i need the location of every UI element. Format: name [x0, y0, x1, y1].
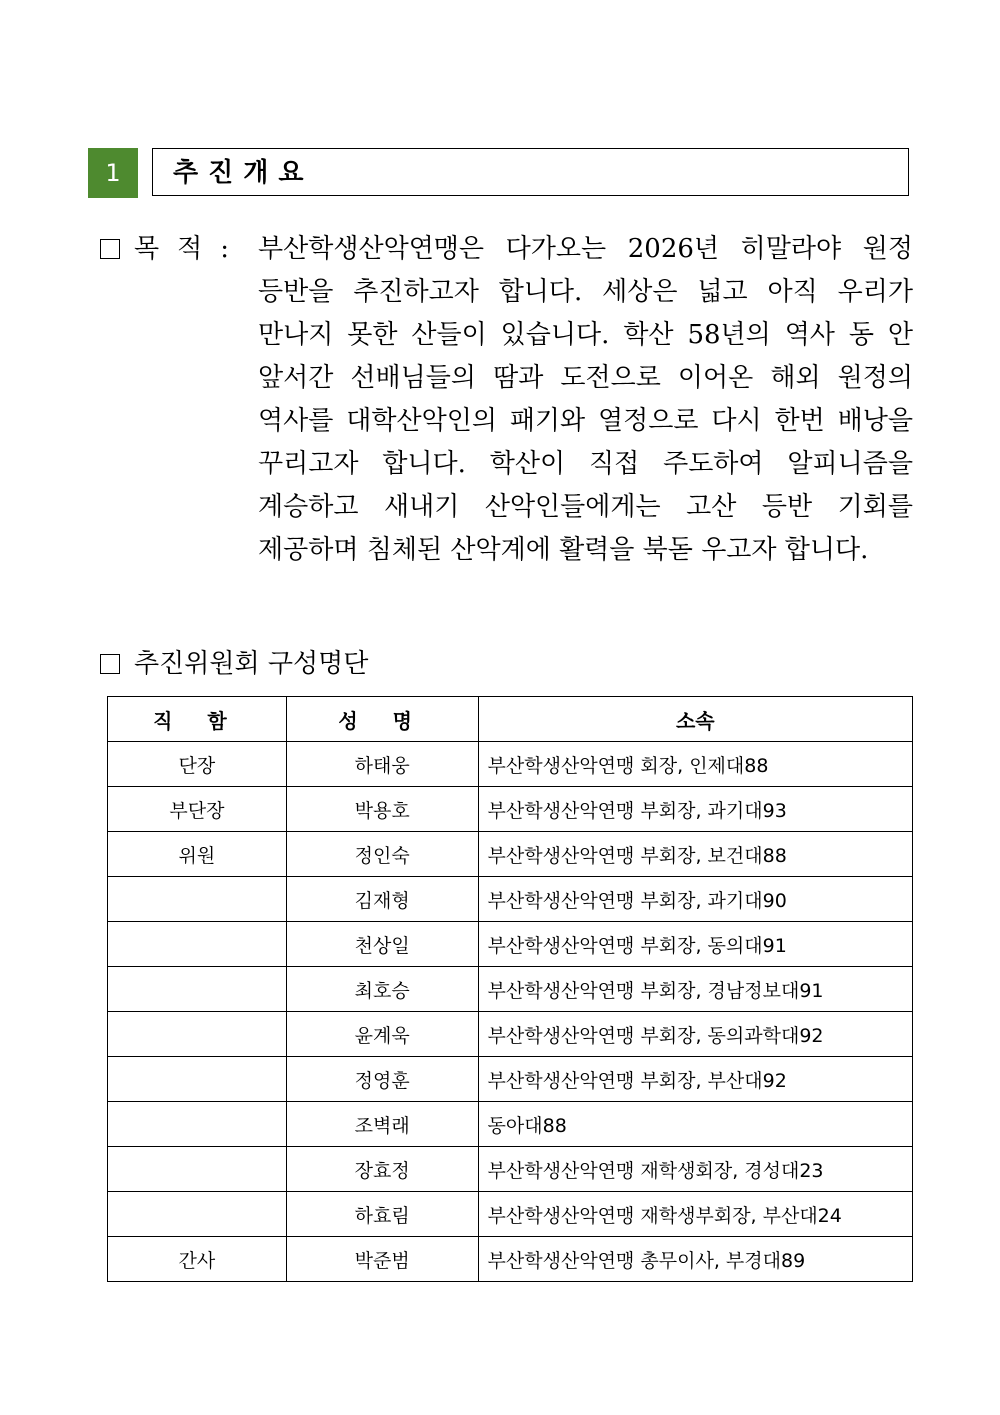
column-header-role: 직 함 [108, 697, 287, 742]
table-row [108, 1057, 913, 1102]
affiliation-cell: 부산학생산악연맹 부회장, 과기대93 [478, 787, 912, 832]
name-cell: 정영훈 [286, 1057, 478, 1102]
purpose-colon: : [220, 234, 229, 264]
name-cell: 천상일 [286, 922, 478, 967]
role-cell [108, 1012, 287, 1057]
role-cell [108, 1192, 287, 1237]
affiliation-cell: 부산학생산악연맹 부회장, 동의대91 [478, 922, 912, 967]
affiliation-cell: 부산학생산악연맹 총무이사, 부경대89 [478, 1237, 912, 1282]
purpose-line: 등반을 추진하고자 합니다. 세상은 넓고 아직 우리가 [258, 277, 913, 307]
role-cell [108, 922, 287, 967]
section-header [88, 148, 911, 198]
purpose-line: 등반 기회를 제공하며 침체된 산악계에 활력을 북돋 [258, 492, 913, 565]
affiliation-cell: 부산학생산악연맹 부회장, 과기대90 [478, 877, 912, 922]
table-row [108, 742, 913, 787]
purpose-label: 목적 [134, 234, 221, 264]
checkbox-square-icon [100, 239, 120, 259]
table-row [108, 787, 913, 832]
table-row [108, 1102, 913, 1147]
name-cell: 윤계욱 [286, 1012, 478, 1057]
purpose-line: 알피니즘을 계승하고 새내기 산악인들에게는 고산 [258, 449, 913, 522]
table-row [108, 1012, 913, 1057]
name-cell: 김재형 [286, 877, 478, 922]
name-cell: 하효림 [286, 1192, 478, 1237]
affiliation-cell: 부산학생산악연맹 재학생부회장, 부산대24 [478, 1192, 912, 1237]
table-row [108, 967, 913, 1012]
role-cell [108, 967, 287, 1012]
role-cell: 부단장 [108, 787, 287, 832]
affiliation-cell: 부산학생산악연맹 부회장, 보건대88 [478, 832, 912, 877]
purpose-line: 만나지 못한 산들이 있습니다. 학산 58년의 역사 동 [258, 320, 874, 350]
purpose-label-line [100, 228, 229, 271]
table-row [108, 922, 913, 967]
purpose-line: 한번 배낭을 꾸리고자 합니다. 학산이 직접 주도하여 [258, 406, 913, 479]
role-cell [108, 1102, 287, 1147]
table-row [108, 1147, 913, 1192]
committee-heading-text: 추진위원회 구성명단 [134, 649, 369, 679]
role-cell [108, 1057, 287, 1102]
role-cell: 위원 [108, 832, 287, 877]
table-row [108, 1192, 913, 1237]
name-cell: 조벽래 [286, 1102, 478, 1147]
purpose-line: 원정의 역사를 대학산악인의 패기와 열정으로 다시 [258, 363, 914, 436]
section-title: 추진개요 [152, 148, 909, 196]
column-header-affiliation: 소속 [478, 697, 912, 742]
table-row [108, 832, 913, 877]
affiliation-cell: 동아대88 [478, 1102, 912, 1147]
checkbox-square-icon [100, 654, 120, 674]
role-cell: 간사 [108, 1237, 287, 1282]
name-cell: 정인숙 [286, 832, 478, 877]
table-header-row [108, 697, 913, 742]
affiliation-cell: 부산학생산악연맹 회장, 인제대88 [478, 742, 912, 787]
table-row [108, 877, 913, 922]
role-cell [108, 1147, 287, 1192]
committee-heading [100, 643, 368, 686]
column-header-name: 성 명 [286, 697, 478, 742]
purpose-line: 부산학생산악연맹은 다가오는 2026년 히말라야 원정 [258, 234, 913, 264]
section-number-badge: 1 [88, 148, 138, 198]
role-cell [108, 877, 287, 922]
table-body [108, 742, 913, 1282]
affiliation-cell: 부산학생산악연맹 부회장, 부산대92 [478, 1057, 912, 1102]
name-cell: 박준범 [286, 1237, 478, 1282]
name-cell: 하태웅 [286, 742, 478, 787]
role-cell: 단장 [108, 742, 287, 787]
purpose-paragraph [258, 228, 913, 572]
name-cell: 최호승 [286, 967, 478, 1012]
affiliation-cell: 부산학생산악연맹 부회장, 동의과학대92 [478, 1012, 912, 1057]
name-cell: 장효정 [286, 1147, 478, 1192]
affiliation-cell: 부산학생산악연맹 재학생회장, 경성대23 [478, 1147, 912, 1192]
table-row [108, 1237, 913, 1282]
affiliation-cell: 부산학생산악연맹 부회장, 경남정보대91 [478, 967, 912, 1012]
purpose-line: 우고자 합니다. [701, 535, 869, 565]
committee-table [107, 696, 913, 1282]
purpose-line: 안 앞서간 선배님들의 땀과 도전으로 이어온 해외 [258, 320, 914, 393]
name-cell: 박용호 [286, 787, 478, 832]
